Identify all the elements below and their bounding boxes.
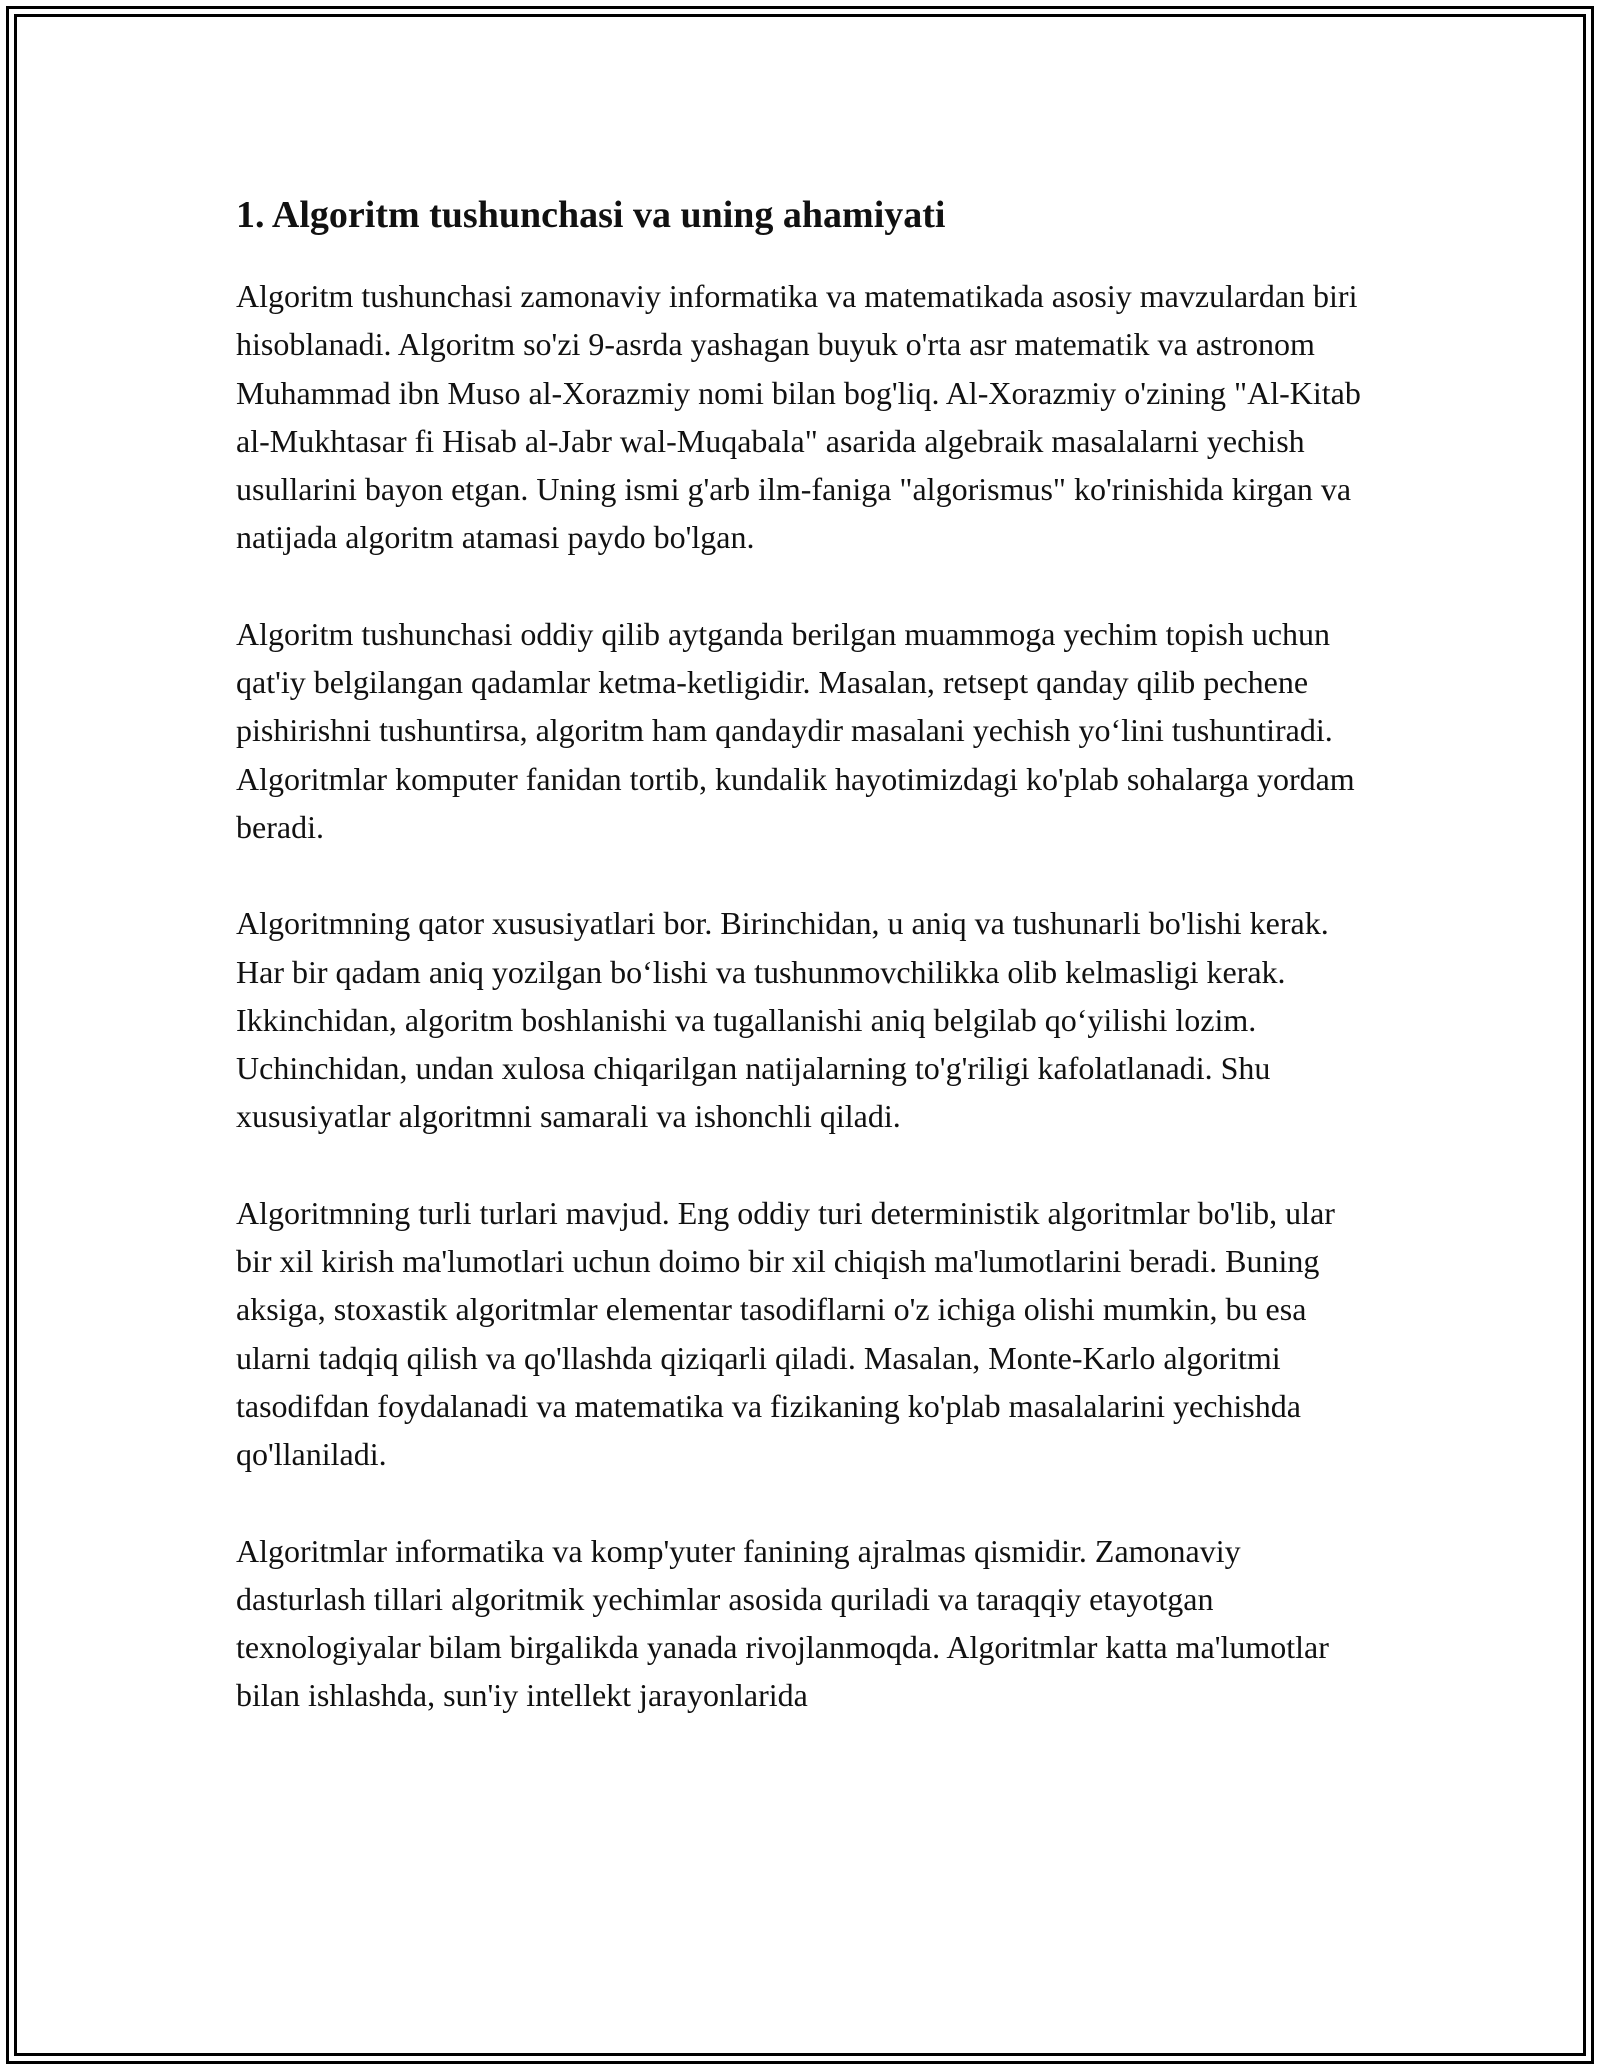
section-heading: 1. Algoritm tushunchasi va uning ahamiyati <box>236 194 946 236</box>
paragraph-4: Algoritmning turli turlari mavjud. Eng oddiy turi deterministik algoritmlar bo'lib, ular bir xil kirish ma'lumotlari uchun doimo bir xil chiqish ma'lumotlarini beradi. Buning aksiga, stoxastik algoritmlar elementar tasodiflarni o'z ichiga olishi mumkin, bu esa ularni tadqiq qilish va qo'llashda qiziqarli qiladi. Masalan, Monte-Karlo algoritmi tasodifdan foydalanadi va matematika va fizikaning ko'plab masalalarini yechishda qo'llaniladi. <box>236 1194 1335 1473</box>
paragraph-2: Algoritm tushunchasi oddiy qilib aytganda berilgan muammoga yechim topish uchun qat'iy belgilangan qadamlar ketma-ketligidir. Masalan, retsept qanday qilib pechene pishirishni tushuntirsa, algoritm ham qandaydir masalani yechish yo‘lini tushuntiradi. Algoritmlar komputer fanidan tortib, kundalik hayotimizdagi ko'plab sohalarga yordam beradi. <box>236 615 1355 845</box>
paragraph-1: Algoritm tushunchasi zamonaviy informatika va matematikada asosiy mavzulardan biri hisoblanadi. Algoritm so'zi 9-asrda yashagan buyuk o'rta asr matematik va astronom Muhammad ibn Muso al-Xorazmiy nomi bilan bog'liq. Al-Xorazmiy o'zining "Al-Kitab al-Mukhtasar fi Hisab al-Jabr wal-Muqabala" asarida algebraik masalalarni yechish usullarini bayon etgan. Uning ismi g'arb ilm-faniga "algorismus" ko'rinishida kirgan va natijada algoritm atamasi paydo bo'lgan. <box>236 278 1361 556</box>
paragraph-3: Algoritmning qator xususiyatlari bor. Birinchidan, u aniq va tushunarli bo'lishi kerak. Har bir qadam aniq yozilgan bo‘lishi va tushunmovchilikka olib kelmasligi kerak. Ikkinchidan, algoritm boshlanishi va tugallanishi aniq belgilab qo‘yilishi lozim. Uchinchidan, undan xulosa chiqarilgan natijalarning to'g'riligi kafolatlanadi. Shu xususiyatlar algoritmni samarali va ishonchli qiladi. <box>236 905 1329 1135</box>
document-body <box>236 182 1366 1768</box>
paragraph-5: Algoritmlar informatika va komp'yuter fanining ajralmas qismidir. Zamonaviy dasturlash tillari algoritmik yechimlar asosida quriladi va taraqqiy etayotgan texnologiyalar bilam birgalikda yanada rivojlanmoqda. Algoritmlar katta ma'lumotlar bilan ishlashda, sun'iy intellekt jarayonlarida <box>236 1532 1329 1714</box>
